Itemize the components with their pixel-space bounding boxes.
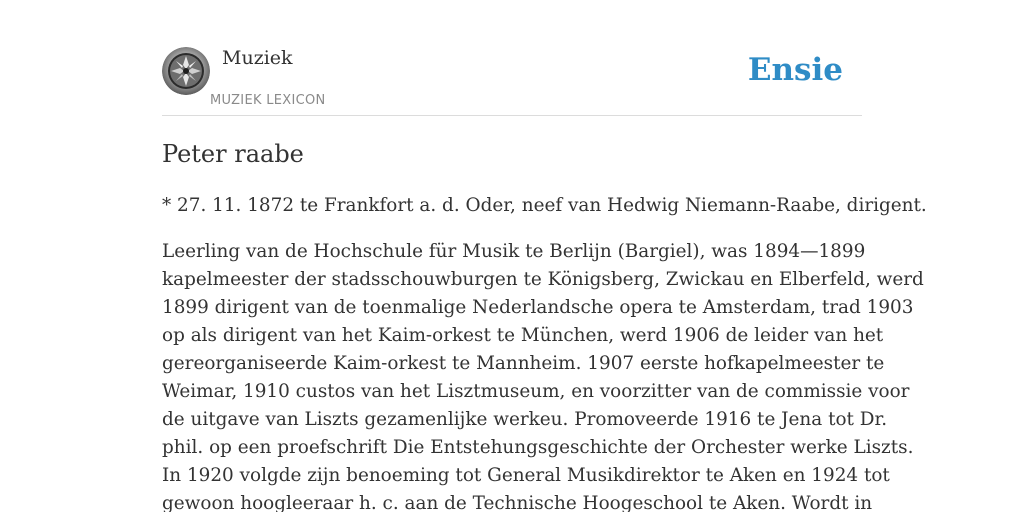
ornament-icon[interactable] [162,47,210,95]
body-line: gewoon hoogleeraar h. c. aan de Technische Hoogeschool te Aken. Wordt in [162,493,873,512]
body-line: gereorganiseerde Kaim-orkest te Mannheim. 1907 eerste hofkapelmeester te [162,353,885,374]
body-line: phil. op een proefschrift Die Entstehungsgeschichte der Orchester werke Liszts. [162,437,914,458]
body-line: Weimar, 1910 custos van het Lisztmuseum, en voorzitter van de commissie voor [162,381,910,402]
body-line: op als dirigent van het Kaim-orkest te München, werd 1906 de leider van het [162,325,884,346]
page-title: Peter raabe [162,140,304,168]
article-intro: * 27. 11. 1872 te Frankfort a. d. Oder, neef van Hedwig Niemann-Raabe, dirigent. [162,195,927,216]
brand-logo[interactable]: Ensie [747,52,843,88]
source-subtitle[interactable]: MUZIEK LEXICON [210,93,326,108]
article-header [162,40,862,116]
source-name[interactable]: Muziek [222,47,293,69]
body-line: In 1920 volgde zijn benoeming tot General Musikdirektor te Aken en 1924 tot [162,465,890,486]
body-line: de uitgave van Liszts gezamenlijke werkeu. Promoveerde 1916 te Jena tot Dr. [162,409,888,430]
body-line: 1899 dirigent van de toenmalige Nederlandsche opera te Amsterdam, trad 1903 [162,297,914,318]
body-line: Leerling van de Hochschule für Musik te Berlijn (Bargiel), was 1894—1899 [162,241,866,262]
article-body [162,238,924,512]
body-line: kapelmeester der stadsschouwburgen te Königsberg, Zwickau en Elberfeld, werd [162,269,924,290]
article-content [162,138,927,512]
